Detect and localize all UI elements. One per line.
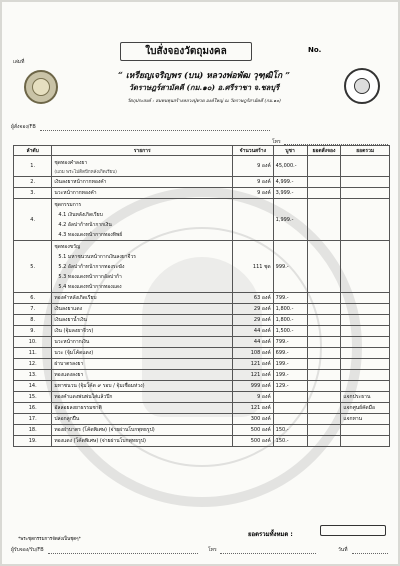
row-number: 9. xyxy=(14,326,52,337)
purpose-line: วัตถุประสงค์ : สมทบทุนสร้างหลวงปู่ทวด องค์ใหญ่ ณ วัดราษฎร์สามัคคี (กม.๑๐) xyxy=(127,99,281,104)
quantity-cell: 9 องค์ xyxy=(233,156,274,177)
temple-logo-left xyxy=(24,70,58,104)
total-cell[interactable] xyxy=(341,293,390,304)
ordered-input-cell[interactable] xyxy=(307,304,341,315)
total-cell[interactable]: แจกประธาน xyxy=(341,392,390,403)
total-cell[interactable]: แจกศูนย์คัดมือ xyxy=(341,403,390,414)
quantity-cell: 300 องค์ xyxy=(233,414,274,425)
total-cell[interactable] xyxy=(341,156,390,177)
table-row xyxy=(14,381,390,392)
receiver-phone-label: โทร xyxy=(208,547,217,553)
ordered-input-cell[interactable] xyxy=(307,177,341,188)
receiver-label: ผู้รับจอง/รับ/FB xyxy=(11,547,44,553)
quantity-cell: 121 องค์ xyxy=(233,403,274,414)
item-name: ชุดทองขวัญ xyxy=(54,243,81,250)
number-label: No. xyxy=(308,46,322,54)
quantity-cell: 9 องค์ xyxy=(233,188,274,199)
ordered-input-cell[interactable] xyxy=(307,293,341,304)
ordered-input-cell[interactable] xyxy=(307,414,341,425)
price-cell: 1,500.- xyxy=(273,326,307,337)
ordered-input-cell[interactable] xyxy=(307,326,341,337)
ordered-input-cell[interactable] xyxy=(307,156,341,177)
item-cell xyxy=(52,315,233,326)
item-cell xyxy=(52,403,233,414)
grand-total-field[interactable] xyxy=(320,525,386,536)
item-cell xyxy=(52,177,233,188)
row-number: 4. xyxy=(14,199,52,241)
price-cell: 699.- xyxy=(273,348,307,359)
item-name: เงินลงยาน้ำเงิน xyxy=(54,317,87,323)
price-cell: 150.- xyxy=(273,436,307,447)
date-label: วันที่ xyxy=(338,547,348,553)
table-row xyxy=(14,359,390,370)
table-row xyxy=(14,326,390,337)
item-name: ทองแดง (โค้ดพิเศษ) (จ่ายผ่านโบกพุทธรูป) xyxy=(54,438,146,444)
row-number: 14. xyxy=(14,381,52,392)
item-cell xyxy=(52,188,233,199)
table-row xyxy=(14,188,390,199)
date-field[interactable] xyxy=(352,553,388,554)
quantity-cell: 108 องค์ xyxy=(233,348,274,359)
row-number: 13. xyxy=(14,370,52,381)
total-cell[interactable]: แจกทาน xyxy=(341,414,390,425)
price-cell: 1,999.- xyxy=(273,199,307,241)
item-name: เงินลงยาแดง xyxy=(54,306,83,312)
item-name: นวะ (จุ้มโค้ดแดง) xyxy=(54,350,94,356)
receiver-phone-field[interactable] xyxy=(220,553,316,554)
quantity-cell: 9 องค์ xyxy=(233,392,274,403)
item-name: นวะหน้ากากทองคำ xyxy=(54,190,97,196)
table-row xyxy=(14,436,390,447)
item-cell xyxy=(52,381,233,392)
item-name: ทองคำหลังเกิดเรียบ xyxy=(54,295,97,301)
quantity-cell: 63 องค์ xyxy=(233,293,274,304)
sub-item: 4.3 ทองแดงหน้ากากทองทิพย์ xyxy=(58,231,123,238)
ordered-input-cell[interactable] xyxy=(307,315,341,326)
price-cell: 999.- xyxy=(273,241,307,293)
col-header-no: ลำดับ xyxy=(14,146,52,156)
item-cell xyxy=(52,359,233,370)
row-number: 8. xyxy=(14,315,52,326)
ordered-input-cell[interactable] xyxy=(307,392,341,403)
item-cell xyxy=(52,199,233,241)
ordered-input-cell[interactable] xyxy=(307,403,341,414)
quantity-cell: 44 องค์ xyxy=(233,337,274,348)
row-number: 16. xyxy=(14,403,52,414)
total-cell[interactable] xyxy=(341,241,390,293)
sub-item: 5.3 ทองแดงหน้ากากอัลปาก้า xyxy=(58,273,122,280)
quantity-cell: 9 องค์ xyxy=(233,177,274,188)
total-cell[interactable] xyxy=(341,348,390,359)
ordered-input-cell[interactable] xyxy=(307,337,341,348)
ordered-input-cell[interactable] xyxy=(307,199,341,241)
price-cell: 799.- xyxy=(273,337,307,348)
temple-name-heading: วัดราษฎร์สามัคคี (กม.๑๐) อ.ศรีราชา จ.ชลบุรี xyxy=(128,83,280,92)
quantity-cell: 29 องค์ xyxy=(233,304,274,315)
table-row xyxy=(14,348,390,359)
ordered-input-cell[interactable] xyxy=(307,370,341,381)
ordered-input-cell[interactable] xyxy=(307,241,341,293)
footnote: *พระชุดกรรมการจัดส่งเป็นชุดๆ* xyxy=(18,537,81,542)
price-cell: 4,999.- xyxy=(273,177,307,188)
row-number: 18. xyxy=(14,425,52,436)
table-row xyxy=(14,414,390,425)
sub-item: 4.2 อัลปาก้าหน้ากากเงิน xyxy=(58,221,112,228)
row-number: 17. xyxy=(14,414,52,425)
item-note: (แถม พระไม่ติดปีกหลังเกิดเรียบ) xyxy=(54,169,117,175)
item-name: ชุดทองคำลงยา xyxy=(54,159,88,166)
item-cell xyxy=(52,337,233,348)
item-name: ทองแดงลงยา xyxy=(54,372,84,378)
price-cell: 1,800.- xyxy=(273,304,307,315)
table-row xyxy=(14,425,390,436)
price-cell: 1,800.- xyxy=(273,315,307,326)
row-number: 3. xyxy=(14,188,52,199)
sub-item: 5.1 มหาชนวนหน้ากากเงินลงยาจีวร xyxy=(58,253,136,260)
price-cell: 129.- xyxy=(273,381,307,392)
item-name: เงินลงยาหน้ากากทองคำ xyxy=(54,179,107,185)
orderer-label: ผู้สั่งจอง/FB xyxy=(11,124,36,130)
item-cell xyxy=(52,156,233,177)
sub-item: 5.2 อัลปาก้าหน้ากากทองระฆัง xyxy=(58,263,125,270)
row-number: 2. xyxy=(14,177,52,188)
table-row xyxy=(14,315,390,326)
table-row xyxy=(14,241,390,293)
item-cell xyxy=(52,326,233,337)
order-form-page xyxy=(2,2,398,564)
price-cell xyxy=(273,414,307,425)
quantity-cell: 111 ชุด xyxy=(233,241,274,293)
grand-total-label: ยอดรวมทั้งหมด : xyxy=(248,531,293,538)
price-cell: 45,000.- xyxy=(273,156,307,177)
item-cell xyxy=(52,348,233,359)
item-cell xyxy=(52,241,233,293)
row-number: 19. xyxy=(14,436,52,447)
item-name: ชุดกรรมการ xyxy=(54,201,82,208)
row-number: 1. xyxy=(14,156,52,177)
price-cell: 3,999.- xyxy=(273,188,307,199)
row-number: 10. xyxy=(14,337,52,348)
quantity-cell: 500 องค์ xyxy=(233,425,274,436)
table-row xyxy=(14,177,390,188)
item-cell xyxy=(52,304,233,315)
item-name: ฝาบาตรลงยา xyxy=(54,361,84,367)
total-cell[interactable] xyxy=(341,177,390,188)
total-cell[interactable] xyxy=(341,315,390,326)
item-cell xyxy=(52,425,233,436)
item-name: นวะหน้ากากเงิน xyxy=(54,339,90,345)
row-number: 7. xyxy=(14,304,52,315)
total-cell[interactable] xyxy=(341,425,390,436)
receiver-field[interactable] xyxy=(48,553,198,554)
table-row xyxy=(14,293,390,304)
col-header-quantity: จำนวนสร้าง xyxy=(233,146,274,156)
table-row xyxy=(14,403,390,414)
ordered-input-cell[interactable] xyxy=(307,348,341,359)
item-name: เงิน (จุ้มลงยาจีวร) xyxy=(54,328,94,334)
quantity-cell: 500 องค์ xyxy=(233,436,274,447)
row-number: 5. xyxy=(14,241,52,293)
price-cell: 799.- xyxy=(273,293,307,304)
price-cell xyxy=(273,392,307,403)
quantity-cell: 44 องค์ xyxy=(233,326,274,337)
book-number-label: เล่มที่ xyxy=(13,59,25,65)
ordered-input-cell[interactable] xyxy=(307,359,341,370)
row-number: 15. xyxy=(14,392,52,403)
quantity-cell: 29 องค์ xyxy=(233,315,274,326)
ordered-input-cell[interactable] xyxy=(307,436,341,447)
total-cell[interactable] xyxy=(341,337,390,348)
item-name: อัลลอยลงยาธรรมชาติ xyxy=(54,405,102,411)
total-cell[interactable] xyxy=(341,436,390,447)
ordered-input-cell[interactable] xyxy=(307,425,341,436)
ordered-input-cell[interactable] xyxy=(307,188,341,199)
quantity-cell: 999 องค์ xyxy=(233,381,274,392)
item-cell xyxy=(52,414,233,425)
form-title: ใบสั่งจองวัตถุมงคล xyxy=(120,42,252,61)
table-row xyxy=(14,199,390,241)
item-cell xyxy=(52,370,233,381)
phone-label: โทร xyxy=(272,139,281,145)
price-cell xyxy=(273,403,307,414)
total-cell[interactable] xyxy=(341,326,390,337)
amulet-name-heading: “ เหรียญเจริญพร (บน) หลวงพ่อพัฒ วุฑฺฒิโก ” xyxy=(118,71,290,81)
quantity-cell xyxy=(233,199,274,241)
table-row xyxy=(14,304,390,315)
total-cell[interactable] xyxy=(341,370,390,381)
price-cell: 150.- xyxy=(273,425,307,436)
item-name: ทองฝาบาตร (โค้ดพิเศษ) (จ่ายผ่านโบกพุทธรูป) xyxy=(54,427,155,433)
item-cell xyxy=(52,392,233,403)
item-name: มหาชนวน (จุ้มโค้ด ๙ รอบ / จุ้มเชื่อมห่วง) xyxy=(54,383,145,389)
table-row xyxy=(14,156,390,177)
table-row xyxy=(14,337,390,348)
total-cell[interactable] xyxy=(341,188,390,199)
col-header-item: รายการ xyxy=(52,146,233,156)
item-name: ปลอกลูกปืน xyxy=(54,416,80,422)
sub-item: 4.1 เงินหลังเกิดเรียบ xyxy=(58,211,103,218)
order-table xyxy=(13,145,390,447)
price-cell: 199.- xyxy=(273,359,307,370)
quantity-cell: 121 องค์ xyxy=(233,359,274,370)
item-cell xyxy=(52,436,233,447)
col-header-ordered: ยอดสั่งจอง xyxy=(307,146,341,156)
sub-item: 5.4 ทองแดงหน้ากากทองแดง xyxy=(58,283,122,290)
item-name: ทองคำแดงพ่นพ่นใส่แล้วปีก xyxy=(54,394,113,400)
quantity-cell: 121 องค์ xyxy=(233,370,274,381)
total-cell[interactable] xyxy=(341,304,390,315)
col-header-price: บูชา xyxy=(273,146,307,156)
total-cell[interactable] xyxy=(341,359,390,370)
price-cell: 199.- xyxy=(273,370,307,381)
item-cell xyxy=(52,293,233,304)
row-number: 12. xyxy=(14,359,52,370)
col-header-total: ยอดรวม xyxy=(341,146,390,156)
table-row xyxy=(14,392,390,403)
ordered-input-cell[interactable] xyxy=(307,381,341,392)
table-row xyxy=(14,370,390,381)
row-number: 11. xyxy=(14,348,52,359)
orderer-field[interactable] xyxy=(40,130,270,131)
total-cell[interactable] xyxy=(341,199,390,241)
row-number: 6. xyxy=(14,293,52,304)
total-cell[interactable] xyxy=(341,381,390,392)
